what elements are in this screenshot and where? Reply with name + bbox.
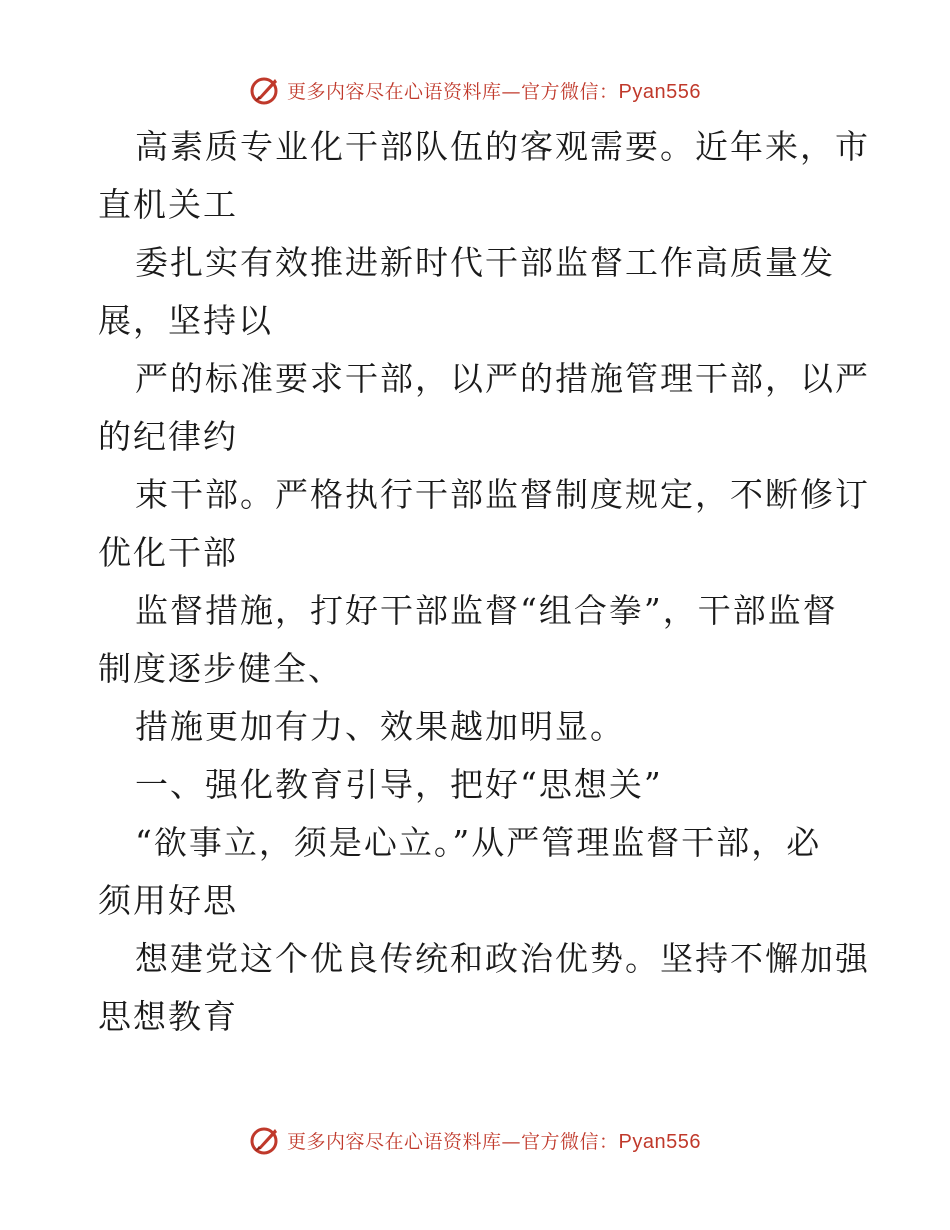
text-line: 一、强化教育引导，把好“思想关” bbox=[135, 765, 663, 804]
text-line: 直机关工 bbox=[98, 185, 238, 224]
text-line: 想建党这个优良传统和政治优势。坚持不懈加强 bbox=[135, 939, 870, 978]
text-line: 措施更加有力、效果越加明显。 bbox=[135, 707, 625, 746]
text-line: 高素质专业化干部队伍的客观需要。近年来，市 bbox=[135, 127, 870, 166]
header-banner-text: 更多内容尽在心语资料库—官方微信：Pyan556 bbox=[287, 80, 701, 103]
text-line: 思想教育 bbox=[98, 997, 238, 1036]
text-line: 严的标准要求干部，以严的措施管理干部，以严 bbox=[135, 359, 870, 398]
text-line: “欲事立，须是心立。”从严管理监督干部，必 bbox=[135, 823, 822, 862]
text-line: 监督措施，打好干部监督“组合拳”，干部监督 bbox=[135, 591, 838, 630]
footer-banner-text: 更多内容尽在心语资料库—官方微信：Pyan556 bbox=[287, 1130, 701, 1153]
document-body bbox=[98, 118, 870, 1046]
quill-logo-icon bbox=[249, 1124, 281, 1156]
header-banner bbox=[0, 70, 950, 110]
text-line: 委扎实有效推进新时代干部监督工作高质量发 bbox=[135, 243, 835, 282]
footer-banner bbox=[0, 1120, 950, 1160]
text-line: 的纪律约 bbox=[98, 417, 238, 456]
header-wechat-id: Pyan556 bbox=[618, 80, 701, 103]
text-line: 须用好思 bbox=[98, 881, 238, 920]
text-line: 制度逐步健全、 bbox=[98, 649, 343, 688]
quill-logo-icon bbox=[249, 74, 281, 106]
text-line: 束干部。严格执行干部监督制度规定，不断修订 bbox=[135, 475, 870, 514]
text-line: 展，坚持以 bbox=[98, 301, 273, 340]
footer-wechat-id: Pyan556 bbox=[618, 1130, 701, 1153]
text-line: 优化干部 bbox=[98, 533, 238, 572]
